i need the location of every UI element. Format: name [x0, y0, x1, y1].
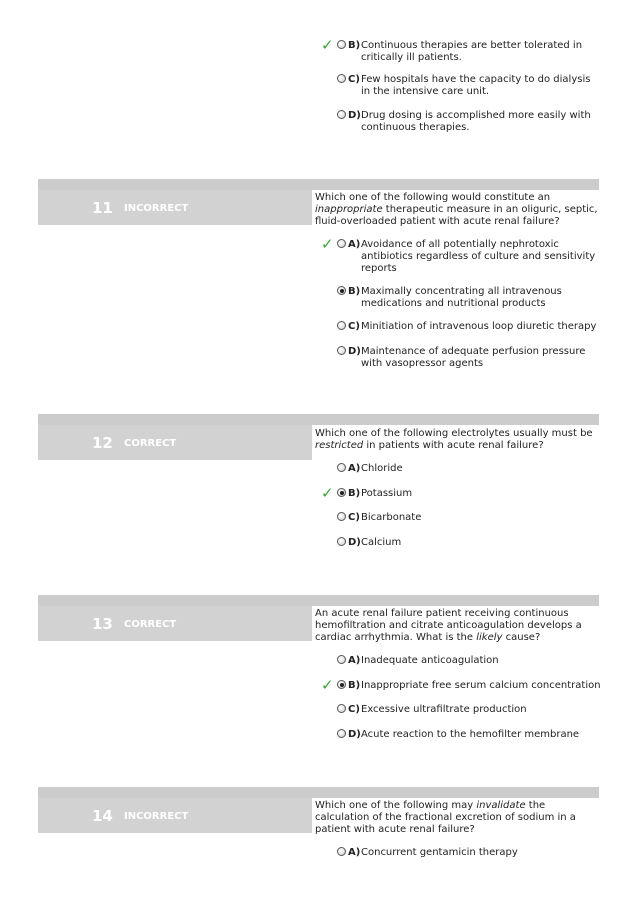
- option-letter: A): [348, 655, 361, 666]
- option-letter: A): [348, 847, 361, 858]
- option-letter: B): [348, 680, 361, 691]
- checkmark-icon: ✓: [321, 36, 334, 54]
- radio-button-icon[interactable]: [337, 463, 346, 472]
- question-status-box: [38, 425, 312, 460]
- question-stem: Which one of the following may invalidate the calculation of the fractional excretion of sodium in a patient with acute renal failure?: [315, 800, 576, 835]
- radio-button-icon[interactable]: [337, 321, 346, 330]
- option-letter: B): [348, 286, 361, 297]
- radio-button-icon[interactable]: [337, 704, 346, 713]
- option-letter: D): [348, 729, 361, 740]
- question-divider: [38, 179, 599, 190]
- option-text: Few hospitals have the capacity to do dialysis in the intensive care unit.: [361, 74, 591, 97]
- question-number: 11: [92, 199, 113, 217]
- option-text: Maintenance of adequate perfusion pressure with vasopressor agents: [361, 346, 586, 369]
- radio-button-icon[interactable]: [337, 488, 346, 497]
- checkmark-icon: ✓: [321, 235, 334, 253]
- option-text: Avoidance of all potentially nephrotoxic antibiotics regardless of culture and sensitivity reports: [361, 239, 596, 274]
- question-stem: An acute renal failure patient receiving continuous hemofiltration and citrate anticoagulation develops a cardiac arrhythmia. What is the likely cause?: [315, 608, 582, 643]
- radio-button-icon[interactable]: [337, 655, 346, 664]
- option-letter: C): [348, 704, 360, 715]
- question-divider: [38, 414, 599, 425]
- option-letter: C): [348, 74, 360, 85]
- radio-button-icon[interactable]: [337, 729, 346, 738]
- radio-button-icon[interactable]: [337, 847, 346, 856]
- question-stem: Which one of the following electrolytes usually must be restricted in patients with acute renal failure?: [315, 428, 593, 451]
- radio-button-icon[interactable]: [337, 286, 346, 295]
- option-letter: C): [348, 512, 360, 523]
- option-text: Chloride: [361, 463, 403, 474]
- option-text: Acute reaction to the hemofilter membrane: [361, 729, 580, 740]
- question-status: CORRECT: [124, 619, 177, 630]
- option-text: Calcium: [361, 537, 402, 548]
- option-letter: D): [348, 110, 361, 121]
- question-status-box: [38, 606, 312, 641]
- option-text: Continuous therapies are better tolerated in critically ill patients.: [361, 40, 583, 63]
- option-letter: C): [348, 321, 360, 332]
- question-number: 12: [92, 434, 113, 452]
- question-status: INCORRECT: [124, 203, 189, 214]
- checkmark-icon: ✓: [321, 484, 334, 502]
- option-text: Maximally concentrating all intravenous medications and nutritional products: [361, 286, 562, 309]
- radio-button-icon[interactable]: [337, 74, 346, 83]
- option-text: Drug dosing is accomplished more easily with continuous therapies.: [361, 110, 591, 133]
- question-number: 14: [92, 807, 113, 825]
- radio-button-icon[interactable]: [337, 512, 346, 521]
- question-status-box: [38, 190, 312, 225]
- question-number: 13: [92, 615, 113, 633]
- radio-button-icon[interactable]: [337, 680, 346, 689]
- option-text: Concurrent gentamicin therapy: [361, 847, 518, 858]
- question-status: CORRECT: [124, 438, 177, 449]
- option-letter: B): [348, 40, 361, 51]
- question-status-box: [38, 798, 312, 833]
- radio-button-icon[interactable]: [337, 110, 346, 119]
- option-text: Inappropriate free serum calcium concentration: [361, 680, 601, 691]
- radio-button-icon[interactable]: [337, 537, 346, 546]
- option-letter: A): [348, 239, 361, 250]
- checkmark-icon: ✓: [321, 676, 334, 694]
- option-letter: D): [348, 346, 361, 357]
- option-text: Inadequate anticoagulation: [361, 655, 499, 666]
- option-text: Excessive ultrafiltrate production: [361, 704, 527, 715]
- question-divider: [38, 787, 599, 798]
- option-text: Bicarbonate: [361, 512, 422, 523]
- question-status: INCORRECT: [124, 811, 189, 822]
- option-letter: B): [348, 488, 361, 499]
- option-text: Minitiation of intravenous loop diuretic therapy: [361, 321, 597, 332]
- option-letter: D): [348, 537, 361, 548]
- radio-button-icon[interactable]: [337, 40, 346, 49]
- option-letter: A): [348, 463, 361, 474]
- option-text: Potassium: [361, 488, 413, 499]
- question-stem: Which one of the following would constitute an inappropriate therapeutic measure in an oliguric, septic, fluid-overloaded patient with acute renal failure?: [315, 192, 598, 227]
- radio-button-icon[interactable]: [337, 239, 346, 248]
- question-divider: [38, 595, 599, 606]
- radio-button-icon[interactable]: [337, 346, 346, 355]
